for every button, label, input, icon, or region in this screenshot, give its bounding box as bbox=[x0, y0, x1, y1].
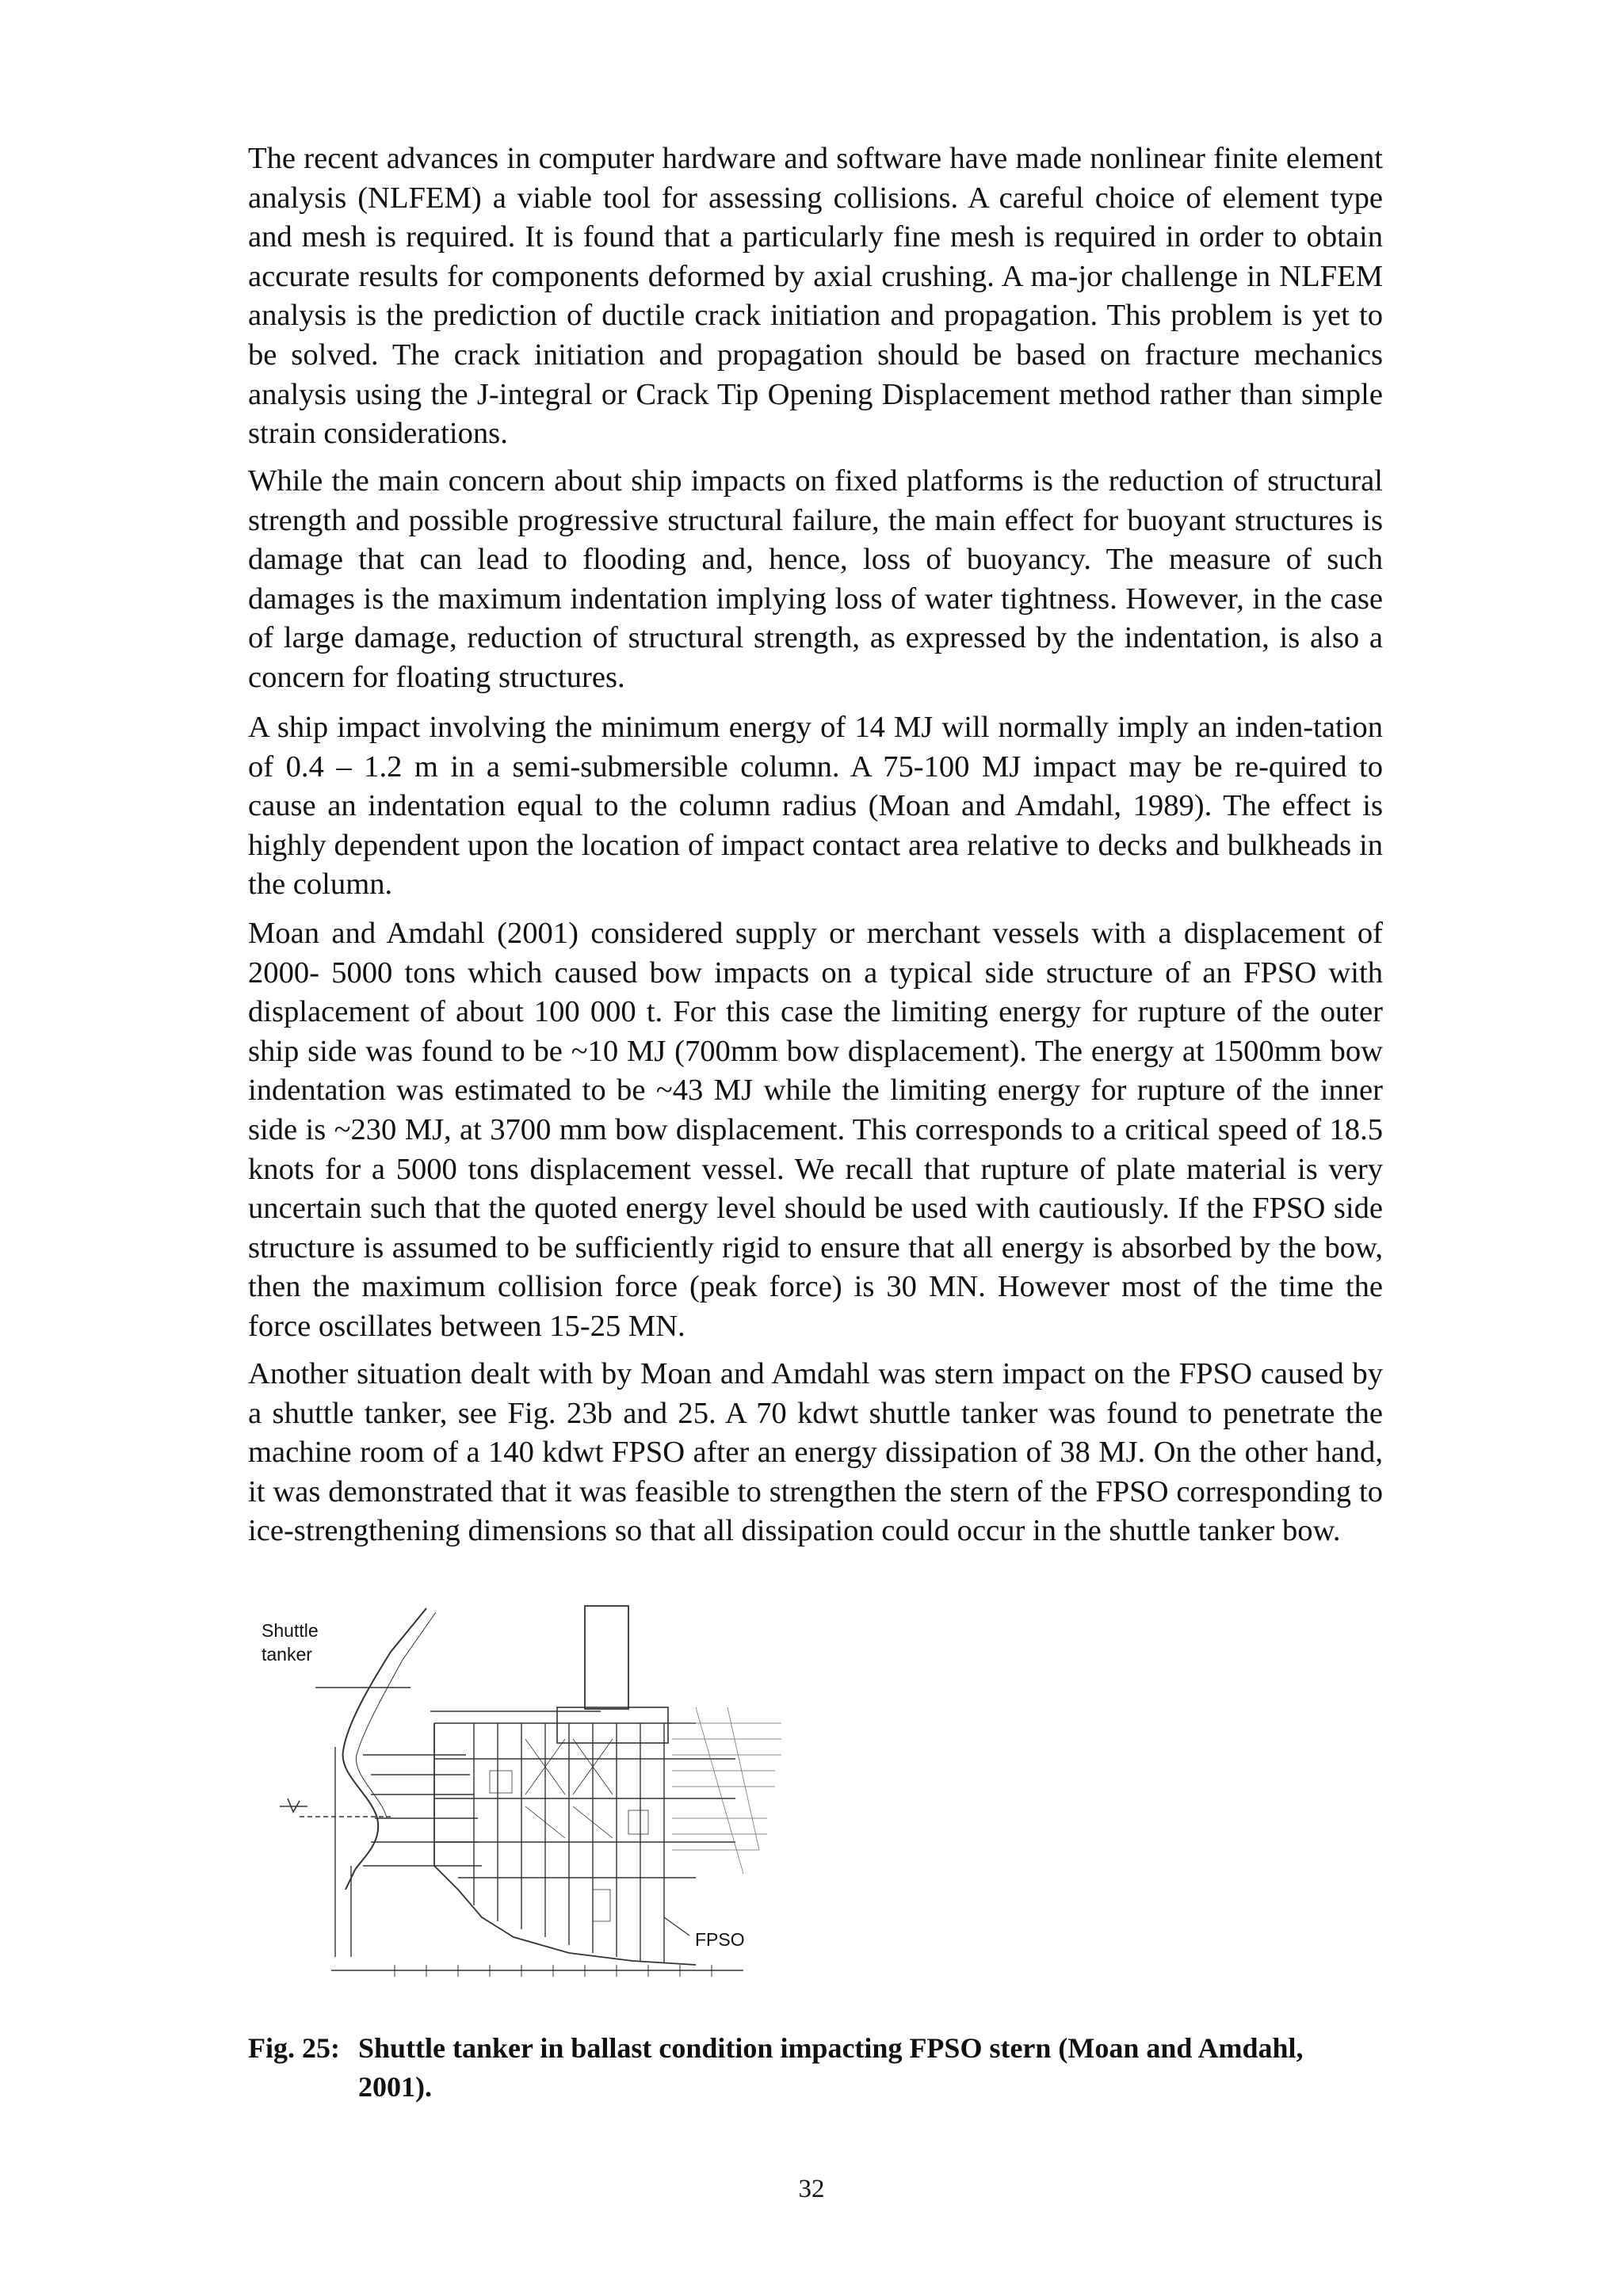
caption-text: Shuttle tanker in ballast condition impacting FPSO stern (Moan and Amdahl, 2001). bbox=[358, 2032, 1304, 2103]
label-fpso: FPSO bbox=[692, 1928, 748, 1951]
paragraph-stern-impact: Another situation dealt with by Moan and Amdahl was stern impact on the FPSO caused by a shuttle tanker, see Fig. 23b and 25. A 70 kdwt shuttle tanker was found to penetrate the machine room of a 140 kdwt FPSO after an energy dissipation of 38 MJ. On the other hand, it was demonstrated that it was feasible to strengthen the stern of the FPSO corresponding to ice-strengthening dimensions so that all dissipation could occur in the shuttle tanker bow. bbox=[248, 1357, 1383, 1548]
paragraph-nlfem: The recent advances in computer hardware and software have made nonlinear finite element analysis (NLFEM) a viable tool for assessing collisions. A careful choice of element type and mesh is required. It is found that a particularly fine mesh is required in order to obtain accurate results for components deformed by axial crushing. A ma-jor challenge in NLFEM analysis is the prediction of ductile crack initiation and propagation. This problem is yet to be solved. The crack initiation and propagation should be based on fracture mechanics analysis using the J-integral or Crack Tip Opening Displacement method rather than simple strain considerations. bbox=[248, 142, 1383, 451]
figure-shuttle-tanker-fpso bbox=[252, 1604, 781, 2004]
label-shuttle-tanker: Shuttle tanker bbox=[262, 1620, 319, 1665]
tanker-bow-inner bbox=[356, 1612, 436, 1818]
waterline-marker bbox=[280, 1798, 307, 1812]
paragraph-buoyant-structures: While the main concern about ship impacts on fixed platforms is the reduction of structural strength and possible progressive structural failure, the main effect for buoyant structures is damage that can lead to flooding and, hence, loss of buoyancy. The measure of such damages is the maximum indentation implying loss of water tightness. However, in the case of large damage, reduction of structural strength, as expressed by the indentation, is also a concern for floating structures. bbox=[248, 464, 1383, 694]
tanker-bow-outline bbox=[343, 1608, 426, 1890]
paragraph-fpso-side-impact: Moan and Amdahl (2001) considered supply or merchant vessels with a displacement of 2000- 5000 tons which caused bow impacts on a typical side structure of an FPSO with displacement of about 100 000 t. For this case the limiting energy for rupture of the outer ship side was found to be ~10 MJ (700mm bow displacement). The energy at 1500mm bow indentation was estimated to be ~43 MJ while the limiting energy for rupture of the inner side is ~230 MJ, at 3700 mm bow displacement. This corresponds to a critical speed of 18.5 knots for a 5000 tons displacement vessel. We recall that rupture of plate material is very uncertain such that the quoted energy level should be used with cautiously. If the FPSO side structure is assumed to be sufficiently rigid to ensure that all energy is absorbed by the bow, then the maximum collision force (peak force) is 30 MN. However most of the time the force oscillates between 15-25 MN. bbox=[248, 917, 1383, 1343]
caption-label: Fig. 25: bbox=[248, 2032, 340, 2064]
page-number: 32 bbox=[798, 2175, 825, 2203]
fpso-funnel bbox=[585, 1606, 628, 1709]
stern-lines bbox=[672, 1707, 781, 1874]
paragraph-semi-submersible: A ship impact involving the minimum energy of 14 MJ will normally imply an inden-tation of 0.4 – 1.2 m in a semi-submersible column. A 75-100 MJ impact may be re-quired to cause an indentation equal to the column radius (Moan and Amdahl, 1989). The effect is highly dependent upon the location of impact contact area relative to decks and bulkheads in the column. bbox=[248, 711, 1383, 902]
